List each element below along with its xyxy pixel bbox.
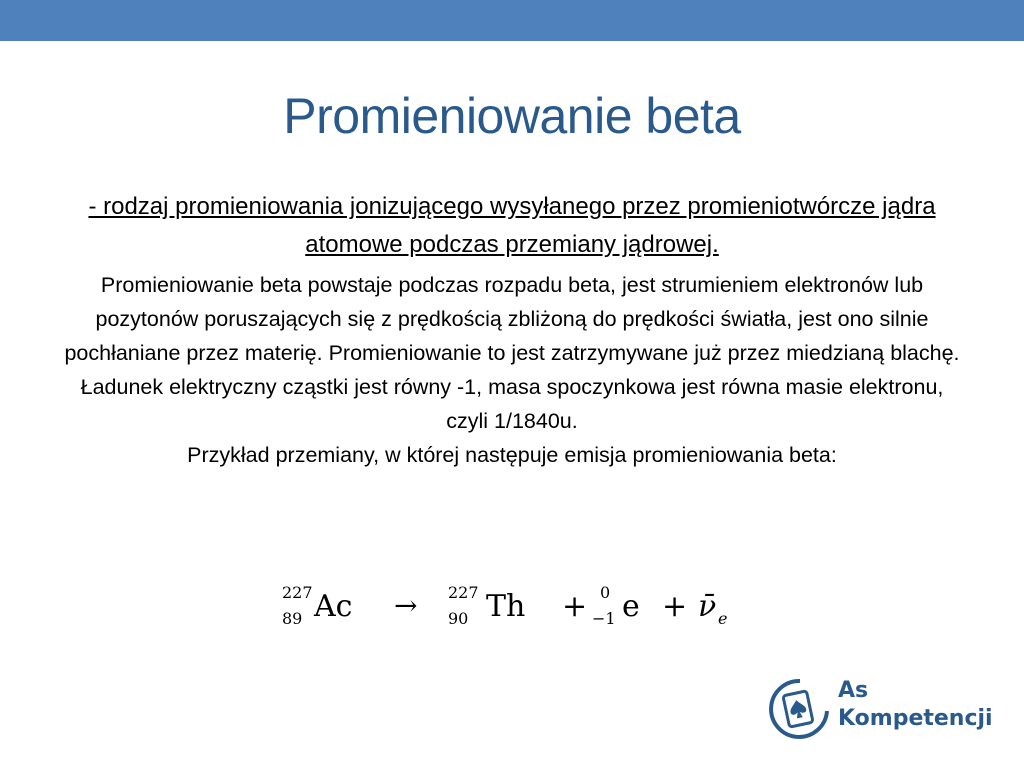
- definition-text: - rodzaj promieniowania jonizującego wysyłanego przez promieniotwórcze jądra atomowe podczas przemiany jądrowej.: [88, 193, 936, 258]
- body-paragraph-1: Promieniowanie beta powstaje podczas rozpadu beta, jest strumieniem elektronów lub pozytonów poruszających się z prędkością zbliżoną do prędkości światła, jest ono silnie pochłaniane przez materię. Promieniowanie to jest zatrzymywane już przez miedzianą blachę.: [64, 273, 960, 365]
- th-symbol: Th: [486, 589, 526, 624]
- th-atomic-number: 90: [448, 609, 469, 628]
- ac-symbol: Ac: [314, 589, 353, 624]
- top-band: [0, 0, 1024, 41]
- slide-content: [50, 188, 974, 472]
- antineutrino-symbol: ν̄: [698, 589, 717, 624]
- as-kompetencji-logo: [766, 672, 996, 746]
- ac-mass-number: 227: [282, 583, 313, 602]
- ac-atomic-number: 89: [282, 609, 303, 628]
- electron-mass-number: 0: [600, 583, 611, 602]
- antineutrino-subscript: e: [718, 609, 728, 628]
- th-mass-number: 227: [448, 583, 479, 602]
- decay-equation: [282, 578, 748, 634]
- electron-charge-number: −1: [592, 609, 616, 628]
- body-paragraph-3: Przykład przemiany, w której następuje emisja promieniowania beta:: [187, 443, 837, 467]
- slide-title: Promieniowanie beta: [283, 88, 741, 144]
- body-paragraph-2: Ładunek elektryczny cząstki jest równy -1, masa spoczynkowa jest równa masie elektronu, czyli 1/1840u.: [80, 375, 944, 433]
- reaction-arrow: →: [394, 589, 418, 622]
- logo-text-line-2: Kompetencji: [838, 706, 993, 731]
- spade-card-logo-icon: [770, 678, 830, 740]
- plus-sign-2: +: [662, 589, 688, 624]
- plus-sign-1: +: [562, 589, 588, 624]
- electron-symbol: e: [622, 589, 640, 624]
- logo-text-line-1: As: [838, 678, 869, 703]
